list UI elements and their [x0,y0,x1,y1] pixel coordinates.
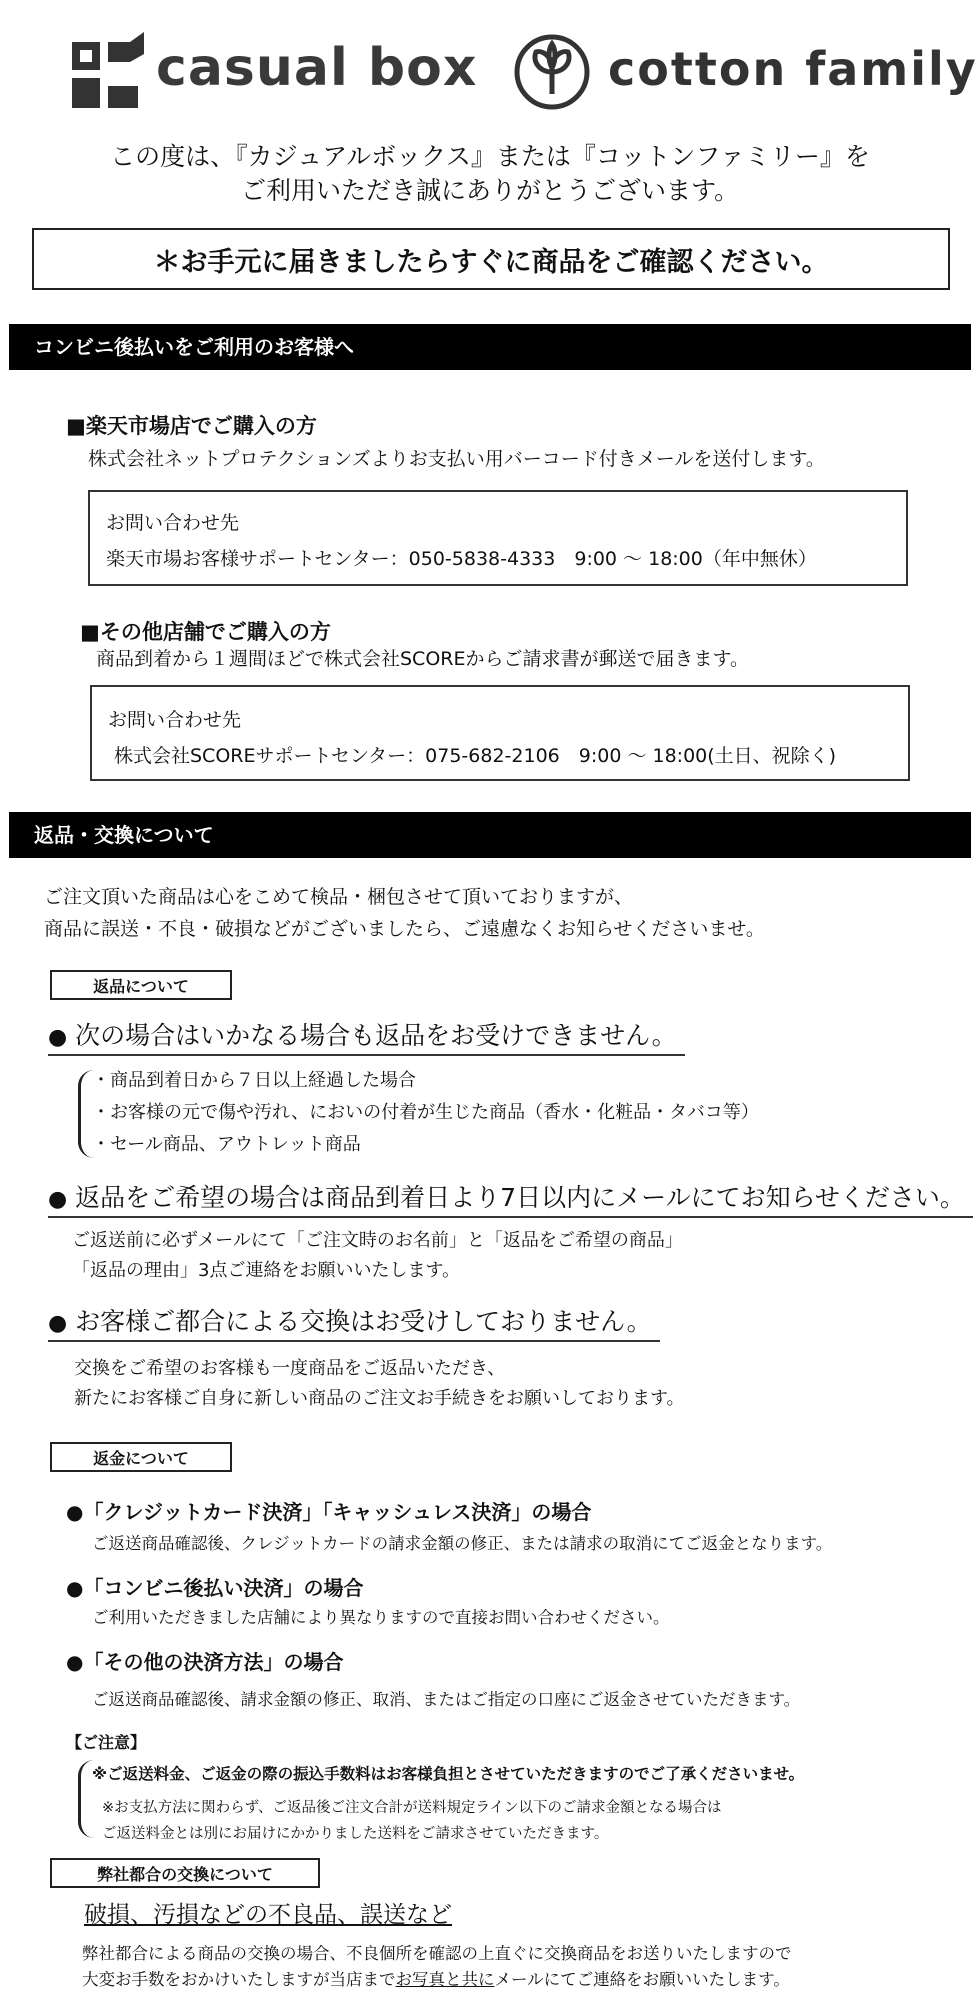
exchange-text-2: 新たにお客様ご自身に新しい商品のご注文お手続きをお願いしております。 [74,1388,685,1409]
exchange-text-1: 交換をご希望のお客様も一度商品をご返品いただき、 [74,1358,506,1379]
casual-box-logo [68,32,478,112]
no-return-item-2: ・お客様の元で傷や汚れ、においの付着が生じた商品（香水・化粧品・タバコ等） [92,1102,759,1123]
refund-convenience-text: ご利用いただきました店舗により異なりますので直接お問い合わせください。 [92,1608,670,1627]
rakuten-heading: ■楽天市場店でご購入の方 [66,414,317,438]
other-store-contact-label: お問い合わせ先 [108,709,242,731]
refund-other-heading: ●「その他の決済方法」の場合 [66,1650,344,1674]
returns-intro-1: ご注文頂いた商品は心をこめて検品・梱包させて頂いておりますが、 [44,886,634,908]
return-request-text-2: 「返品の理由」3点ご連絡をお願いいたします。 [72,1260,461,1281]
no-return-item-3: ・セール商品、アウトレット商品 [92,1134,361,1155]
notice-box: ＊お手元に届きましたらすぐに商品をご確認ください。 [32,228,950,290]
cotton-family-logo-text: cotton family [608,42,978,96]
caution-label: 【ご注意】 [66,1733,147,1752]
refund-credit-text: ご返送商品確認後、クレジットカードの請求金額の修正、または請求の取消にてご返金となります。 [92,1534,833,1553]
company-exchange-tag: 弊社都合の交換について [50,1858,320,1888]
exchange-heading-text: お客様ご都合による交換はお受けしておりません。 [75,1307,652,1336]
intro-line-2: ご利用いただき誠にありがとうございます。 [240,176,739,205]
rakuten-contact-line: 楽天市場お客様サポートセンター：050-5838-4333 9:00 ～ 18:00（年中無休） [106,548,817,570]
return-request-underline [48,1216,973,1218]
exchange-heading [48,1302,652,1338]
refund-other-text: ご返送商品確認後、請求金額の修正、取消、またはご指定の口座にご返金させていただきます。 [92,1690,801,1709]
rakuten-contact-box [88,490,908,586]
convenience-section-header: コンビニ後払いをご利用のお客様へ [9,324,971,370]
cotton-family-logo [512,30,978,114]
caution-note-1: ※お支払方法に関わらず、ご返品後ご注文合計が送料規定ライン以下のご請求金額となる場合は [102,1800,722,1816]
bullet-icon: ● [48,1311,68,1336]
casual-box-logo-text: casual box [156,38,478,98]
return-request-heading-text: 返品をご希望の場合は商品到着日より7日以内にメールにてお知らせください。 [75,1183,965,1212]
returns-tag: 返品について [50,970,232,1000]
other-store-contact-line: 株式会社SCOREサポートセンター：075-682-2106 9:00 ～ 18:00(土日、祝除く) [114,745,837,767]
intro-line-1: この度は、『カジュアルボックス』または『コットンファミリー』を [110,142,870,171]
refund-credit-heading: ●「クレジットカード決済」「キャッシュレス決済」の場合 [66,1500,592,1524]
bullet-icon: ● [48,1187,68,1212]
no-return-heading-text: 次の場合はいかなる場合も返品をお受けできません。 [75,1021,677,1050]
no-return-item-1: ・商品到着日から７日以上経過した場合 [92,1070,416,1091]
company-exchange-text-2 [82,1966,790,1990]
cotton-flower-icon [512,32,592,112]
no-return-heading [48,1016,677,1052]
bullet-icon: ● [48,1025,68,1050]
company-exchange-heading [84,1900,452,1930]
company-exchange-text-2c: メールにてご連絡をお願いいたします。 [494,1970,790,1989]
exchange-underline [48,1340,660,1342]
rakuten-contact-label: お問い合わせ先 [106,512,240,534]
refund-convenience-heading: ●「コンビニ後払い決済」の場合 [66,1576,364,1600]
other-store-contact-box [90,685,910,781]
company-exchange-heading-text: 破損、汚損などの不良品、誤送など [84,1902,452,1928]
no-return-underline [48,1054,685,1056]
casual-box-logo-icon [68,32,154,118]
rakuten-text: 株式会社ネットプロテクションズよりお支払い用バーコード付きメールを送付します。 [88,448,825,470]
company-exchange-text-2b: お写真と共に [395,1970,495,1989]
returns-intro-2: 商品に誤送・不良・破損などがございましたら、ご遠慮なくお知らせくださいませ。 [44,918,765,940]
logo-row [0,28,980,118]
company-exchange-text-1: 弊社都合による商品の交換の場合、不良個所を確認の上直ぐに交換商品をお送りいたしますので [82,1944,792,1963]
other-store-text: 商品到着から１週間ほどで株式会社SCOREからご請求書が郵送で届きます。 [96,648,749,670]
returns-section-header: 返品・交換について [9,812,971,858]
caution-note-2: ご返送料金とは別にお届けにかかりました送料をご請求させていただきます。 [102,1826,609,1842]
caution-bold-text: ※ご返送料金、ご返金の際の振込手数料はお客様負担とさせていただきますのでご了承くださいませ。 [92,1765,805,1783]
return-request-text-1: ご返送前に必ずメールにて「ご注文時のお名前」と「返品をご希望の商品」 [72,1230,683,1251]
return-request-heading [48,1178,965,1214]
refund-tag: 返金について [50,1442,232,1472]
company-exchange-text-2a: 大変お手数をおかけいたしますが当店まで [82,1970,396,1989]
other-store-heading: ■その他店舗でご購入の方 [80,620,331,644]
